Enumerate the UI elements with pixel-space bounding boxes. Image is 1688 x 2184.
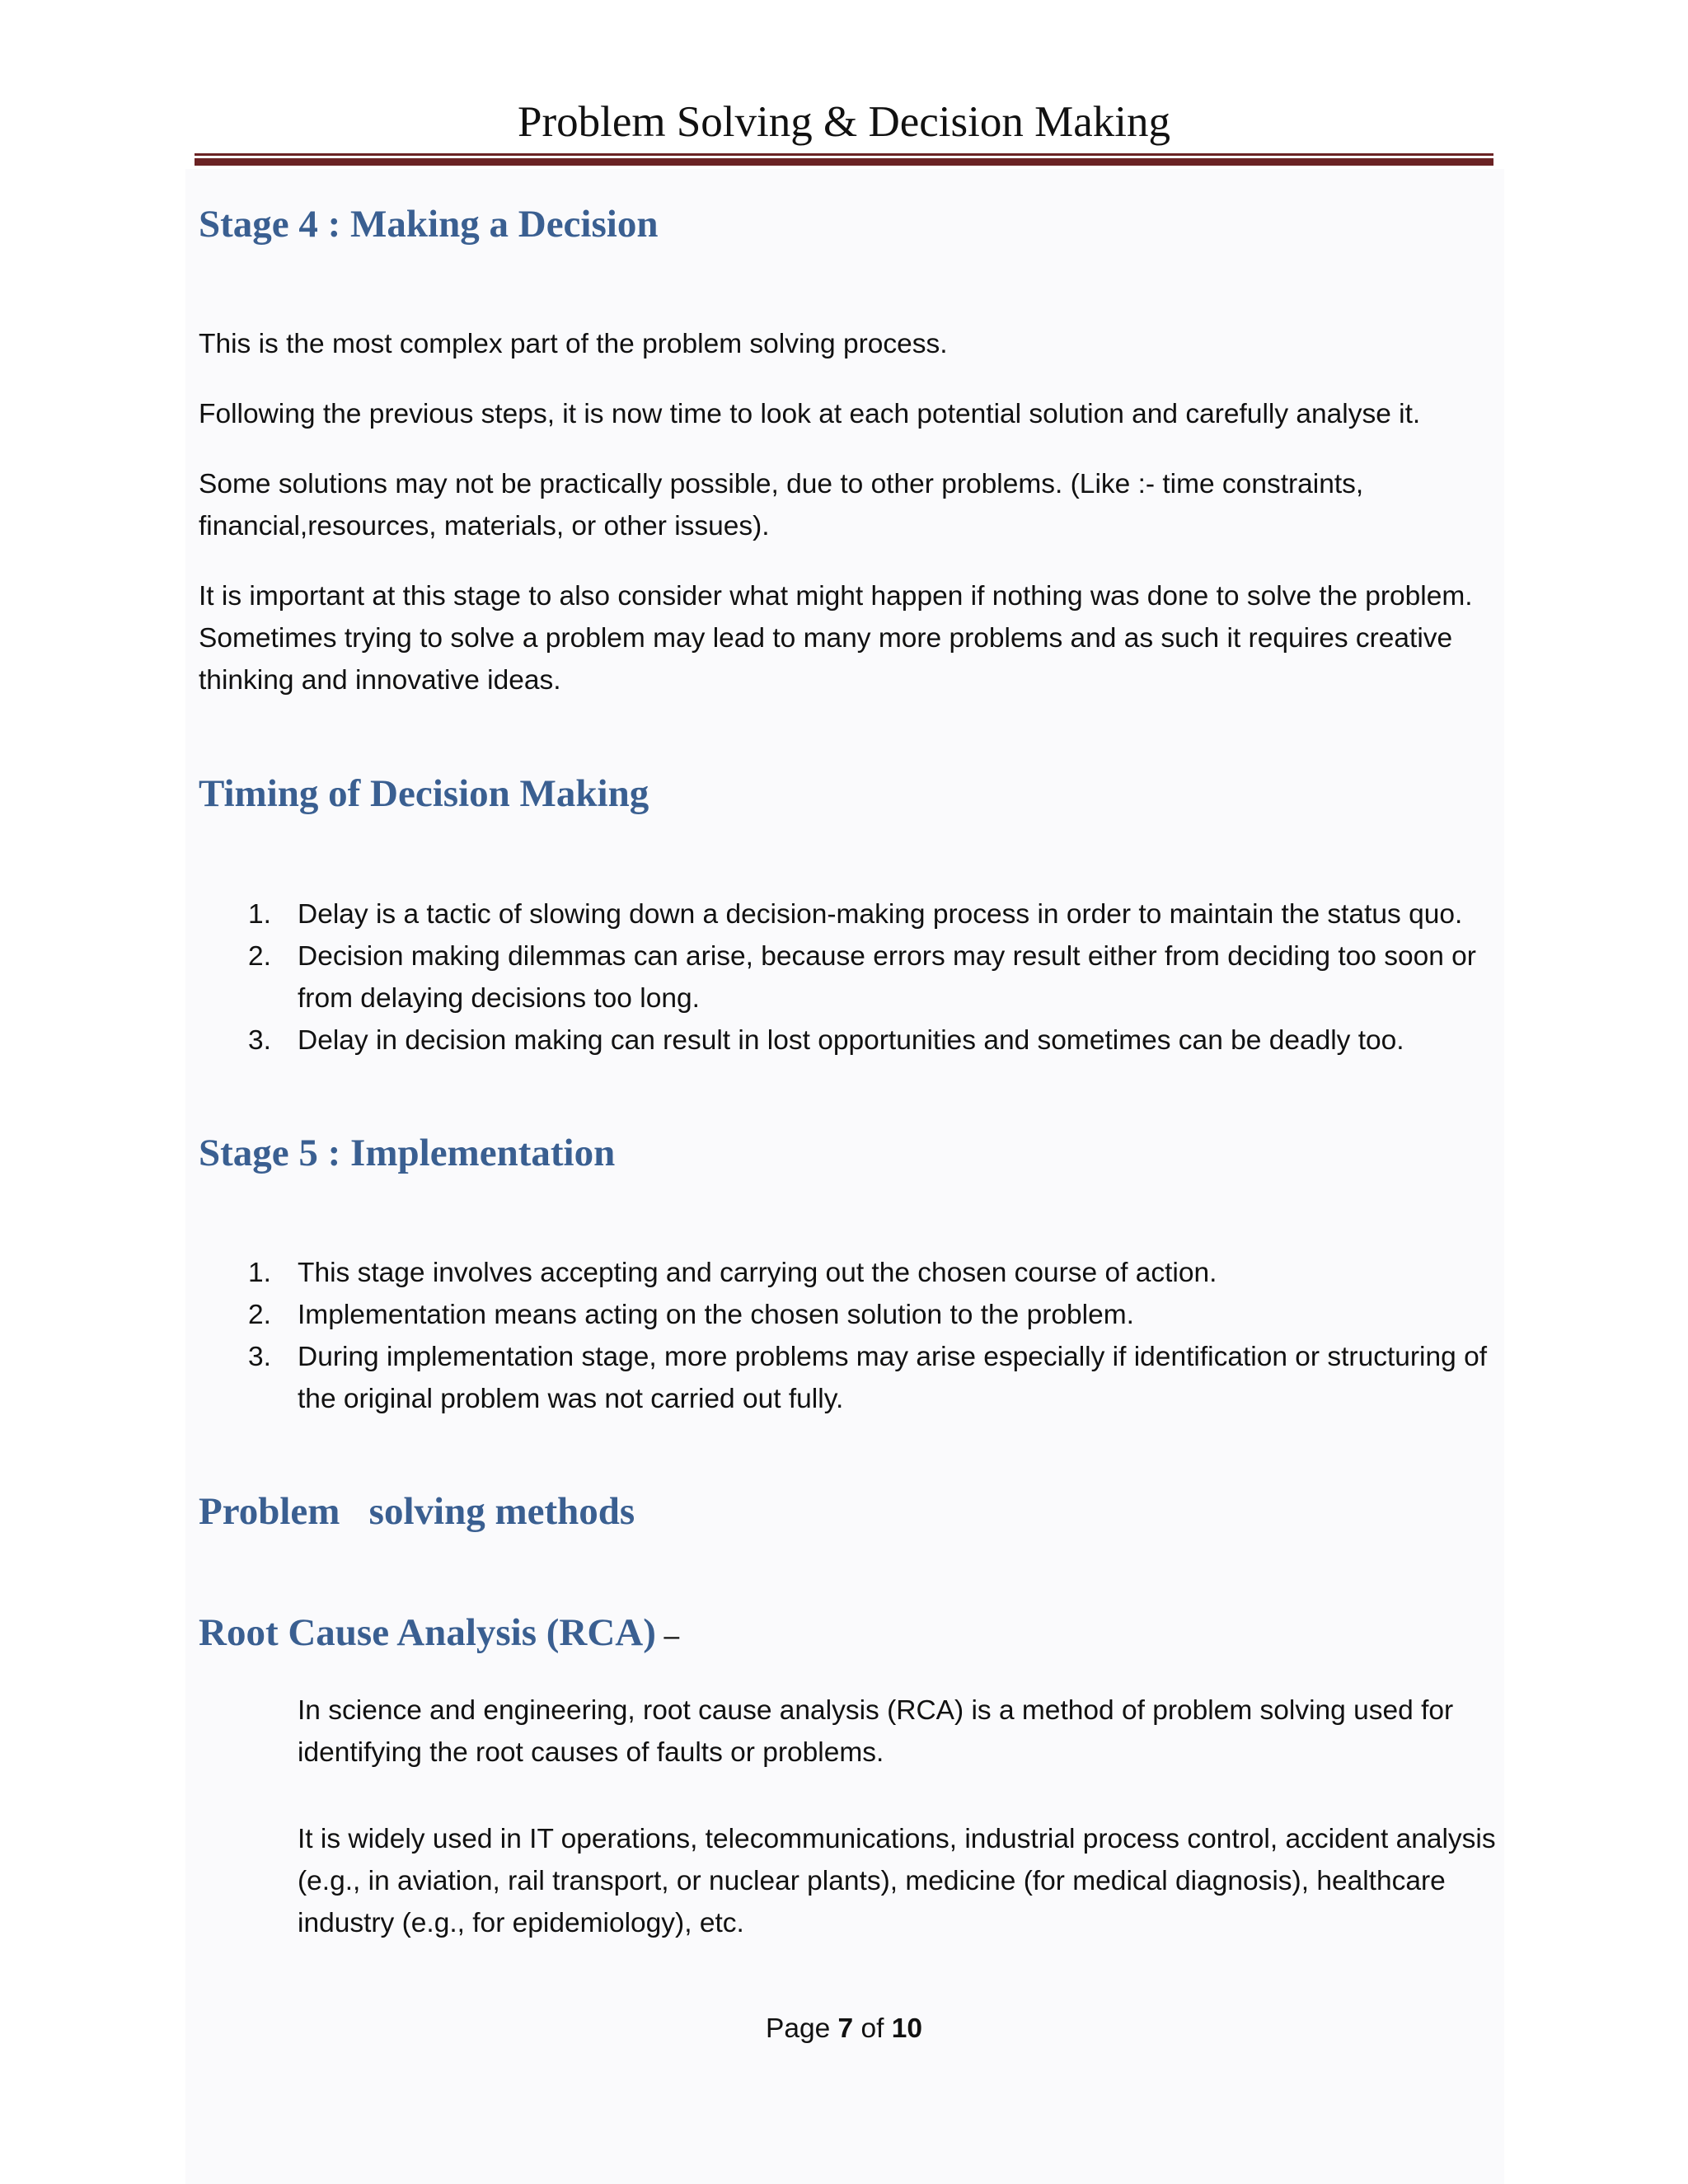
rca-paragraph: It is widely used in IT operations, telecommunications, industrial process control, accident analysis (e.g., in aviation, rail transport, or nuclear plants), medicine (for medical diagnosis), healthcare industry (e.g., for epidemiology), etc.	[298, 1824, 1496, 1938]
list-item-number: 1.	[248, 899, 271, 930]
timing-list	[199, 893, 1493, 1062]
list-item	[199, 1252, 1493, 1294]
footer-page-label: Page	[765, 2013, 831, 2044]
footer-of-label: of	[860, 2013, 884, 2044]
header-rule-thin	[195, 153, 1493, 156]
list-item-number: 2.	[248, 941, 271, 972]
heading-stage-5: Stage 5 : Implementation	[199, 1132, 616, 1174]
stage4-paragraph: It is important at this stage to also consider what might happen if nothing was done to solve the problem. Sometimes trying to solve a problem may lead to many more problems and as such it requires creative thinking and innovative ideas.	[199, 581, 1473, 696]
list-item-text: Implementation means acting on the chosen solution to the problem.	[298, 1300, 1134, 1330]
list-item-text: Decision making dilemmas can arise, because errors may result either from deciding too soon or from delaying decisions too long.	[298, 941, 1476, 1014]
list-item-text: Delay in decision making can result in lost opportunities and sometimes can be deadly too.	[298, 1025, 1404, 1056]
list-item	[199, 1019, 1493, 1062]
header-title: Problem Solving & Decision Making	[517, 98, 1171, 146]
rca-heading-dash: –	[655, 1620, 680, 1652]
list-item	[199, 893, 1493, 935]
heading-stage-4: Stage 4 : Making a Decision	[199, 203, 659, 246]
header-rule-thick	[195, 158, 1493, 166]
list-item-number: 2.	[248, 1300, 271, 1330]
footer-total-pages: 10	[891, 2013, 923, 2044]
list-item	[199, 935, 1493, 1019]
stage4-paragraph: Following the previous steps, it is now time to look at each potential solution and carefully analyse it.	[199, 399, 1421, 429]
list-item-text: Delay is a tactic of slowing down a decision-making process in order to maintain the status quo.	[298, 899, 1463, 930]
list-item	[199, 1336, 1493, 1420]
list-item-number: 3.	[248, 1025, 271, 1056]
rca-heading-text: Root Cause Analysis (RCA)	[199, 1611, 656, 1654]
list-item-text: During implementation stage, more problems may arise especially if identification or structuring of the original problem was not carried out fully.	[298, 1342, 1488, 1414]
list-item-number: 3.	[248, 1342, 271, 1372]
list-item-number: 1.	[248, 1258, 271, 1288]
list-item-text: This stage involves accepting and carrying out the chosen course of action.	[298, 1258, 1217, 1288]
stage4-paragraph: This is the most complex part of the problem solving process.	[199, 329, 948, 359]
footer-current-page: 7	[837, 2013, 854, 2044]
list-item	[199, 1294, 1493, 1336]
stage4-paragraph: Some solutions may not be practically possible, due to other problems. (Like :- time constraints, financial,resources, materials, or other issues).	[199, 469, 1364, 541]
stage5-list	[199, 1252, 1493, 1420]
heading-problem-solving-methods: Problem solving methods	[199, 1490, 635, 1533]
rca-paragraph: In science and engineering, root cause analysis (RCA) is a method of problem solving used for identifying the root causes of faults or problems.	[298, 1695, 1454, 1768]
page-footer	[0, 2008, 1688, 2050]
heading-timing-of-decision-making: Timing of Decision Making	[199, 772, 649, 815]
heading-root-cause-analysis	[199, 1610, 679, 1659]
